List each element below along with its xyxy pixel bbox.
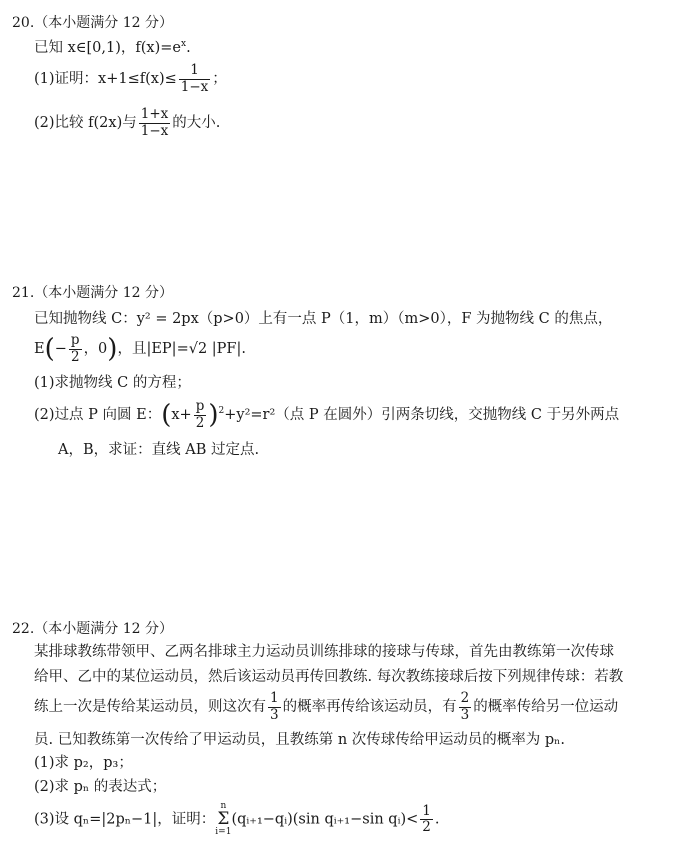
q20-header: 20.（本小题满分 12 分） bbox=[12, 15, 173, 31]
q21-header: 21.（本小题满分 12 分） bbox=[12, 285, 173, 301]
q21-line1: 已知抛物线 C：y² = 2px（p>0）上有一点 P（1，m）（m>0），F 为抛物线 C 的焦点， bbox=[34, 311, 613, 327]
fraction: $\frac{1}{2}$ bbox=[422, 802, 431, 835]
q22-line4: 员. 已知教练第一次传给了甲运动员，且教练第 n 次传球传给甲运动员的概率为 pₙ. bbox=[34, 732, 566, 748]
fraction: $\frac{p}{2}$ bbox=[195, 398, 205, 431]
fraction: $\frac{p}{2}$ bbox=[70, 332, 80, 365]
summation: n Σ i=1 bbox=[215, 801, 232, 837]
q22-part3: (3)设 qₙ=|2pₙ−1|，证明：n Σ i=1(qᵢ₊₁−qᵢ)(sin qᵢ₊₁−sin qᵢ)< $\frac{1}{2}$ . bbox=[34, 801, 440, 837]
q21-part1: (1)求抛物线 C 的方程； bbox=[34, 375, 191, 391]
fraction: $\frac{1+x}{1-x}$ bbox=[140, 106, 169, 139]
q22-line1: 某排球教练带领甲、乙两名排球主力运动员训练排球的接球与传球，首先由教练第一次传球 bbox=[34, 644, 614, 660]
fraction: $\frac{1}{1-x}$ bbox=[180, 62, 209, 95]
q20-part1: (1)证明：x+1≤f(x)≤ $\frac{1}{1-x}$ ； bbox=[34, 62, 227, 95]
q20-stem: 已知 x∈[0,1)，$f(x)=e^x$. bbox=[34, 39, 191, 56]
q20-part2: (2)比较 f(2x)与 $\frac{1+x}{1-x}$ 的大小. bbox=[34, 106, 221, 139]
q21-line2: E(− $\frac{p}{2}$ ，0)，且|EP|=√2 |PF|. bbox=[34, 332, 246, 365]
fraction: $\frac{2}{3}$ bbox=[460, 690, 470, 723]
q22-part1: (1)求 p₂，p₃； bbox=[34, 755, 133, 771]
q22-line3: 练上一次是传给某运动员，则这次有 $\frac{1}{3}$ 的概率再传给该运动员，有 $\frac{2}{3}$ 的概率传给另一位运动 bbox=[34, 690, 619, 723]
fraction: $\frac{1}{3}$ bbox=[270, 690, 279, 723]
q22-line2: 给甲、乙中的某位运动员，然后该运动员再传回教练. 每次教练接球后按下列规律传球：若教 bbox=[34, 669, 624, 685]
q22-part2: (2)求 pₙ 的表达式； bbox=[34, 779, 167, 795]
q22-header: 22.（本小题满分 12 分） bbox=[12, 621, 173, 637]
q21-part2-cont: A，B，求证：直线 AB 过定点. bbox=[58, 442, 260, 458]
q21-part2: (2)过点 P 向圆 E：(x+ $\frac{p}{2}$ )$^2$+y²=r²（点 P 在圆外）引两条切线，交抛物线 C 于另外两点 bbox=[34, 398, 620, 431]
